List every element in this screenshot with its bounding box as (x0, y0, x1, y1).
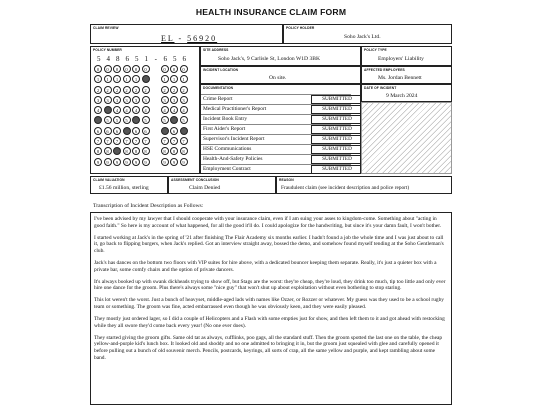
document-row (201, 144, 351, 154)
policy-number-digits (94, 55, 189, 63)
bubble-empty: 3 (123, 96, 131, 104)
incident-location-box (200, 66, 361, 84)
bubble-empty: 1 (161, 75, 169, 83)
bubble-empty: 7 (170, 137, 178, 145)
bubble-empty: 3 (104, 96, 112, 104)
bubble-empty: 7 (161, 137, 169, 145)
bubble-row (94, 137, 189, 147)
transcript-paragraph: Jack's has dances on the bottom two floors with VIP suites for hire above, with a dedicated bouncer keeping them separate. Really, it's just a quieter box with a private bar, some comfy chairs and the option of private dancers. (94, 259, 437, 273)
bubble-empty: 3 (142, 96, 150, 104)
bubble-empty: 0 (161, 65, 169, 73)
policy-number-label: POLICY NUMBER (93, 48, 122, 52)
policy-number-digit: 4 (106, 55, 110, 63)
document-name: First Aider's Report (203, 126, 246, 132)
bubble-row (94, 96, 189, 106)
date-of-incident-value: 9 March 2024 (386, 93, 418, 99)
document-status: SUBMITTED (311, 115, 363, 124)
transcript-paragraph: I started working at Jack's in the spring of '21 after finishing The Flair Academy six months earlier. I hadn't found a job the whole time and I was just about to call it, go back to flipping burgers, when Jack's replied. Got an interview straight away, bossed the demo, and somehow found myself tending at the Soho Gentleman's club. (94, 234, 444, 254)
bubble-spacer (151, 158, 159, 166)
bubble-empty: 4 (132, 106, 140, 114)
bubble-empty: 4 (113, 106, 121, 114)
document-name: Employment Contract (203, 166, 251, 172)
bubble-empty: 7 (123, 137, 131, 145)
hatched-empty-area (361, 102, 452, 174)
policy-holder-label: POLICY HOLDER (286, 26, 315, 30)
incident-location-label: INCIDENT LOCATION (203, 68, 239, 72)
bubble-empty: 9 (161, 158, 169, 166)
bubble-empty: 7 (94, 137, 102, 145)
bubble-row (94, 116, 189, 126)
bubble-empty: 1 (113, 75, 121, 83)
assessment-conclusion-box (168, 176, 276, 194)
policy-number-digit: 1 (144, 55, 148, 63)
bubble-empty: 5 (142, 116, 150, 124)
bubble-empty: 9 (104, 158, 112, 166)
bubble-empty: 8 (180, 147, 188, 155)
bubble-empty: 8 (104, 147, 112, 155)
bubble-empty: 0 (104, 65, 112, 73)
transcript-paragraph: It's always booked up with swank dickheads trying to show off, but Stags are the worst: they're cheap, they're loud, they drink too much, tip too little and only ever hire one dance for the groom. Plus there's always some "nice guy" that won't shut up about exploitation without even bothering to stop staring. (94, 278, 446, 292)
incident-location-value: On site. (269, 75, 287, 81)
bubble-spacer (151, 127, 159, 135)
bubble-empty: 0 (132, 65, 140, 73)
affected-employees-label: AFFECTED EMPLOYEES (364, 68, 405, 72)
bubble-empty: 6 (132, 127, 140, 135)
policy-number-bubble-grid (94, 65, 189, 168)
bubble-empty: 2 (161, 86, 169, 94)
bubble-empty: 1 (104, 75, 112, 83)
document-name: HSE Communications (203, 146, 252, 152)
transcript-paragraph: I've been advised by my lawyer that I should cooperate with your insurance claim, even if I am suing your asses to kingdom-come. Something about "acting in good faith." So here is my account of what happened, for all the good it'll do. I could apologize for the handwriting, but since it's your damn fault, I won't bother. (94, 216, 442, 229)
assessment-conclusion-value: Claim Denied (189, 185, 221, 191)
bubble-filled: 5 (170, 116, 178, 124)
bubble-empty: 4 (94, 106, 102, 114)
bubble-filled: 8 (113, 147, 121, 155)
documentation-box (200, 84, 361, 174)
bubble-filled: 4 (104, 106, 112, 114)
bubble-empty: 5 (113, 116, 121, 124)
bubble-empty: 9 (123, 158, 131, 166)
bubble-empty: 7 (104, 137, 112, 145)
bubble-spacer (151, 65, 159, 73)
bubble-empty: 2 (113, 86, 121, 94)
claim-ref-prefix: EL (161, 34, 175, 43)
transcription-title: Transcription of Incident Description as Follows: (93, 203, 204, 209)
bubble-empty: 9 (94, 158, 102, 166)
bubble-empty: 2 (142, 86, 150, 94)
document-row (201, 94, 351, 104)
bubble-row (94, 65, 189, 75)
policy-holder-box (283, 24, 452, 44)
bubble-empty: 3 (161, 96, 169, 104)
bubble-empty: 3 (180, 96, 188, 104)
bubble-empty: 3 (132, 96, 140, 104)
document-row (201, 124, 351, 134)
document-name: Incident Book Entry (203, 116, 248, 122)
bubble-empty: 0 (170, 65, 178, 73)
bubble-empty: 4 (170, 106, 178, 114)
bubble-spacer (151, 106, 159, 114)
bubble-empty: 7 (142, 137, 150, 145)
documentation-label: DOCUMENTATION (203, 86, 234, 90)
bubble-spacer (151, 137, 159, 145)
bubble-empty: 1 (170, 75, 178, 83)
reason-label: REASON (279, 178, 294, 182)
bubble-spacer (151, 86, 159, 94)
claim-ref-number: 56920 (187, 34, 218, 43)
bubble-empty: 0 (123, 65, 131, 73)
document-row (201, 114, 351, 124)
bubble-filled: 6 (161, 127, 169, 135)
bubble-empty: 0 (113, 65, 121, 73)
bubble-row (94, 75, 189, 85)
claim-review-box (90, 24, 283, 44)
bubble-empty: 2 (132, 86, 140, 94)
document-status: SUBMITTED (311, 95, 363, 104)
bubble-empty: 8 (94, 147, 102, 155)
date-of-incident-box (361, 84, 452, 102)
bubble-empty: 7 (132, 137, 140, 145)
document-status: SUBMITTED (311, 165, 363, 174)
policy-number-digit: 5 (135, 55, 139, 63)
bubble-empty: 8 (161, 147, 169, 155)
policy-number-digit: 5 (97, 55, 101, 63)
policy-number-digit: 5 (173, 55, 177, 63)
claim-ref-separator: - (178, 34, 184, 43)
bubble-empty: 7 (113, 137, 121, 145)
bubble-empty: 1 (94, 75, 102, 83)
bubble-empty: 2 (180, 86, 188, 94)
document-row (201, 134, 351, 144)
bubble-empty: 8 (170, 147, 178, 155)
claim-reference (161, 34, 217, 43)
bubble-empty: 0 (142, 65, 150, 73)
policy-number-digit: 6 (182, 55, 186, 63)
bubble-row (94, 158, 189, 168)
policy-type-box (361, 46, 452, 66)
transcript-paragraph: This lot weren't the worst. Just a bunch of heavyset, middle-aged lads with names like Ozzer, or Rozzer or whatever. My guess was they used to be a school rugby team or something. The groom was fine, acted embarrassed even though he was obviously keen, and they were easily pleased. (94, 297, 445, 310)
bubble-empty: 3 (113, 96, 121, 104)
policy-number-digit: - (154, 55, 157, 63)
bubble-empty: 9 (142, 158, 150, 166)
transcript-paragraph: They mostly just ordered lager, so I did a couple of Helicopters and a Flash with some empties just for show, and then left them to it and got ahead with restocking while they all swore they'd come back every year! (No one ever does). (94, 316, 445, 329)
form-title: HEALTH INSURANCE CLAIM FORM (195, 7, 347, 17)
bubble-filled: 5 (132, 116, 140, 124)
bubble-row (94, 106, 189, 116)
claim-valuation-label: CLAIM VALUATION (93, 178, 125, 182)
claim-review-label: CLAIM REVIEW (93, 26, 119, 30)
document-status: SUBMITTED (311, 105, 363, 114)
bubble-empty: 2 (104, 86, 112, 94)
bubble-empty: 9 (113, 158, 121, 166)
affected-employees-value: Ms. Jordan Bennett (378, 75, 422, 81)
bubble-spacer (151, 96, 159, 104)
site-address-label: SITE ADDRESS (203, 48, 229, 52)
bubble-filled: 5 (94, 116, 102, 124)
policy-number-digit: 8 (116, 55, 120, 63)
bubble-empty: 6 (170, 127, 178, 135)
claim-valuation-value: £1.56 million, sterling (99, 185, 149, 191)
site-address-box (200, 46, 361, 66)
policy-number-digit: 6 (125, 55, 129, 63)
policy-type-value: Employers' Liability (378, 56, 424, 62)
document-status: SUBMITTED (311, 145, 363, 154)
bubble-empty: 3 (170, 96, 178, 104)
date-of-incident-label: DATE OF INCIDENT (364, 86, 397, 90)
bubble-empty: 1 (123, 75, 131, 83)
bubble-empty: 5 (161, 116, 169, 124)
bubble-empty: 7 (180, 137, 188, 145)
policy-type-label: POLICY TYPE (364, 48, 387, 52)
bubble-empty: 5 (180, 116, 188, 124)
bubble-empty: 2 (94, 86, 102, 94)
document-name: Supervisor's Incident Report (203, 136, 265, 142)
bubble-empty: 5 (104, 116, 112, 124)
bubble-empty: 6 (104, 127, 112, 135)
reason-value: Fraudulent claim (see incident description and police report) (281, 185, 410, 191)
document-status: SUBMITTED (311, 125, 363, 134)
bubble-empty: 4 (180, 106, 188, 114)
bubble-empty: 6 (113, 127, 121, 135)
bubble-empty: 2 (170, 86, 178, 94)
document-row (201, 104, 351, 114)
bubble-empty: 6 (94, 127, 102, 135)
bubble-empty: 1 (180, 75, 188, 83)
bubble-empty: 3 (94, 96, 102, 104)
bubble-empty: 0 (94, 65, 102, 73)
bubble-row (94, 127, 189, 137)
bubble-empty: 9 (170, 158, 178, 166)
affected-employees-box (361, 66, 452, 84)
document-status: SUBMITTED (311, 135, 363, 144)
site-address-value: Soho Jack's, 9 Carlisle St, London W1D 3BK (218, 56, 321, 62)
transcript-paragraph: They started giving the groom gifts. Same old tat as always, cufflinks, poo gags, all the standard stuff. Then the groom spotted the last one on the table, the cheap yellow-and-purple kid's lunch box. It looked old and shoddy and no one admitted to bringing it in, but the groom just squealed with glee and carefully opened it before pulling out a bunch of old souvenir merch. Pencils, postcards, keyrings, all sorts of crap, all the same yellow and purple, and kept rambling about some band. (94, 334, 443, 361)
policy-number-digit: 6 (163, 55, 167, 63)
bubble-empty: 1 (132, 75, 140, 83)
reason-box (276, 176, 452, 194)
document-row (201, 164, 351, 174)
claim-form (90, 0, 452, 405)
bubble-empty: 8 (123, 147, 131, 155)
bubble-row (94, 86, 189, 96)
document-name: Health-And-Safety Policies (203, 156, 263, 162)
bubble-empty: 9 (180, 158, 188, 166)
policy-holder-value: Soho Jack's Ltd. (344, 34, 381, 40)
document-row (201, 154, 351, 164)
bubble-row (94, 147, 189, 157)
document-status: SUBMITTED (311, 155, 363, 164)
bubble-filled: 6 (123, 127, 131, 135)
policy-number-box (90, 46, 200, 174)
bubble-spacer (151, 116, 159, 124)
bubble-empty: 4 (123, 106, 131, 114)
bubble-spacer (151, 147, 159, 155)
document-name: Medical Practitioner's Report (203, 106, 267, 112)
claim-valuation-box (90, 176, 168, 194)
transcript-body (90, 212, 452, 405)
bubble-empty: 0 (180, 65, 188, 73)
bubble-empty: 8 (132, 147, 140, 155)
document-name: Crime Report (203, 96, 233, 102)
bubble-empty: 2 (123, 86, 131, 94)
bubble-empty: 4 (142, 106, 150, 114)
bubble-filled: 1 (142, 75, 150, 83)
bubble-empty: 8 (142, 147, 150, 155)
bubble-empty: 4 (161, 106, 169, 114)
bubble-empty: 9 (132, 158, 140, 166)
bubble-empty: 6 (142, 127, 150, 135)
bubble-spacer (151, 75, 159, 83)
assessment-conclusion-label: ASSESSMENT CONCLUSION (171, 178, 219, 182)
bubble-empty: 5 (123, 116, 131, 124)
bubble-filled: 6 (180, 127, 188, 135)
